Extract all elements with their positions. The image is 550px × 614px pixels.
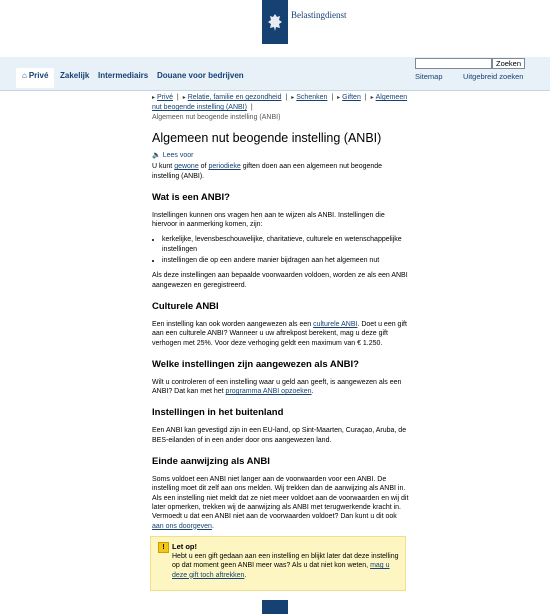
warning-icon: !: [158, 542, 169, 553]
search-input[interactable]: [415, 58, 492, 69]
bullet-list: [152, 235, 410, 265]
heading-einde-aanwijzing: Einde aanwijzing als ANBI: [152, 456, 270, 468]
link-programma-anbi-opzoeken[interactable]: programma ANBI opzoeken: [225, 388, 312, 396]
link-gift-aftrekken[interactable]: mag u deze gift toch aftrekken: [172, 562, 390, 579]
paragraph: Een ANBI kan gevestigd zijn in een EU-land, op Sint-Maarten, Curaçao, Aruba, de BES-eilanden of in een ander door ons aangewezen land.: [152, 427, 407, 444]
breadcrumb-arrow-icon: ▸: [370, 95, 374, 101]
paragraph: Als deze instellingen aan bepaalde voorwaarden voldoen, worden ze als een ANBI aangewezen en geregistreerd.: [152, 272, 408, 289]
breadcrumb: ▸ Privé | ▸ Relatie, familie en gezondheid | ▸ Schenken | ▸ Giften | ▸ Algemeen nut beogende instelling (ANBI) | Algemeen nut beogende instelling (ANBI): [152, 94, 408, 121]
read-aloud-label: Lees voor: [162, 152, 194, 159]
heading-buitenland: Instellingen in het buitenland: [152, 407, 284, 419]
crest-icon: [266, 12, 284, 34]
breadcrumb-current: Algemeen nut beogende instelling (ANBI): [152, 114, 281, 121]
breadcrumb-item[interactable]: Privé: [157, 94, 173, 101]
paragraph: Een instelling kan ook worden aangewezen als een culturele ANBI. Doet u een gift aan een culturele ANBI? Wanneer u uw aftrekpost berekent, mag u deze gift verhogen met 25%. Voor deze verhoging geldt een maximum van € 1.250.: [152, 320, 407, 347]
speaker-icon: 🔈: [152, 152, 161, 159]
breadcrumb-item[interactable]: Algemeen nut beogende instelling (ANBI): [152, 94, 408, 111]
sitemap-link[interactable]: Sitemap: [415, 72, 443, 81]
paragraph: Wilt u controleren of een instelling waar u geld aan geeft, is aangewezen als een ANBI? Dat kan met het programma ANBI opzoeken.: [152, 378, 402, 396]
note-text: Hebt u een gift gedaan aan een instelling en blijkt later dat deze instelling op dat moment geen ANBI meer was? Als u dat niet kon weten, mag u deze gift toch aftrekken.: [172, 553, 399, 579]
link-culturele-anbi[interactable]: culturele ANBI: [313, 320, 358, 328]
list-item: • instellingen die op een andere manier bijdragen aan het algemeen nut: [162, 256, 410, 265]
note-title: Let op!: [172, 542, 197, 551]
header-divider: [0, 90, 550, 91]
breadcrumb-item[interactable]: Giften: [342, 94, 361, 101]
list-item: • kerkelijke, levensbeschouwelijke, charitatieve, culturele en wetenschappelijke instellingen: [162, 235, 410, 254]
breadcrumb-arrow-icon: ▸: [337, 95, 341, 101]
link-gewone[interactable]: gewone: [174, 163, 199, 171]
breadcrumb-arrow-icon: ▸: [152, 95, 156, 101]
tab-prive[interactable]: [16, 68, 54, 88]
tab-douane-voor-bedrijven[interactable]: Douane voor bedrijven: [157, 71, 244, 80]
heading-wat-is-anbi: Wat is een ANBI?: [152, 191, 230, 203]
paragraph: Soms voldoet een ANBI niet langer aan de voorwaarden voor een ANBI. De instelling moet dit zelf aan ons melden. Wij trekken dan de aanwijzing als ANBI in. Als een instelling niet meldt dat ze niet meer voldoet aan de voorwaarden en wij dit later opmerken, trekken wij de aanwijzing als ANBI met terugwerkende kracht in. Vermoedt u dat een ANBI niet aan de voorwaarden voldoet? Dan kunt u dit ook aan ons doorgeven.: [152, 476, 409, 530]
logo-block: [262, 0, 288, 44]
home-icon: ⌂: [22, 71, 27, 80]
breadcrumb-item[interactable]: Relatie, familie en gezondheid: [187, 94, 282, 101]
link-periodieke[interactable]: periodieke: [208, 163, 241, 171]
breadcrumb-arrow-icon: ▸: [291, 95, 295, 101]
read-aloud-button[interactable]: [152, 151, 410, 160]
advanced-search-link[interactable]: Uitgebreid zoeken: [463, 72, 524, 81]
heading-welke-instellingen: Welke instellingen zijn aangewezen als ANBI?: [152, 358, 359, 370]
search-button[interactable]: Zoeken: [492, 58, 525, 69]
tab-prive-label: Privé: [28, 71, 49, 80]
tab-intermediairs[interactable]: Intermediairs: [98, 71, 149, 80]
paragraph: Instellingen kunnen ons vragen hen aan te wijzen als ANBI. Instellingen die hiervoor in aanmerking komen, zijn:: [152, 211, 385, 229]
footer-block: [262, 600, 288, 614]
breadcrumb-arrow-icon: ▸: [182, 95, 186, 101]
tab-zakelijk[interactable]: Zakelijk: [60, 71, 90, 80]
heading-culturele-anbi: Culturele ANBI: [152, 300, 219, 312]
intro-paragraph: U kunt gewone of periodieke giften doen aan een algemeen nut beogende instelling (ANBI).: [152, 163, 383, 180]
main-content: [152, 93, 410, 537]
warning-note: [150, 536, 406, 591]
page-title: Algemeen nut beogende instelling (ANBI): [152, 131, 382, 145]
logo-text: Belastingdienst: [291, 10, 347, 20]
breadcrumb-item[interactable]: Schenken: [296, 94, 328, 101]
link-aan-ons-doorgeven[interactable]: aan ons doorgeven: [152, 522, 212, 530]
